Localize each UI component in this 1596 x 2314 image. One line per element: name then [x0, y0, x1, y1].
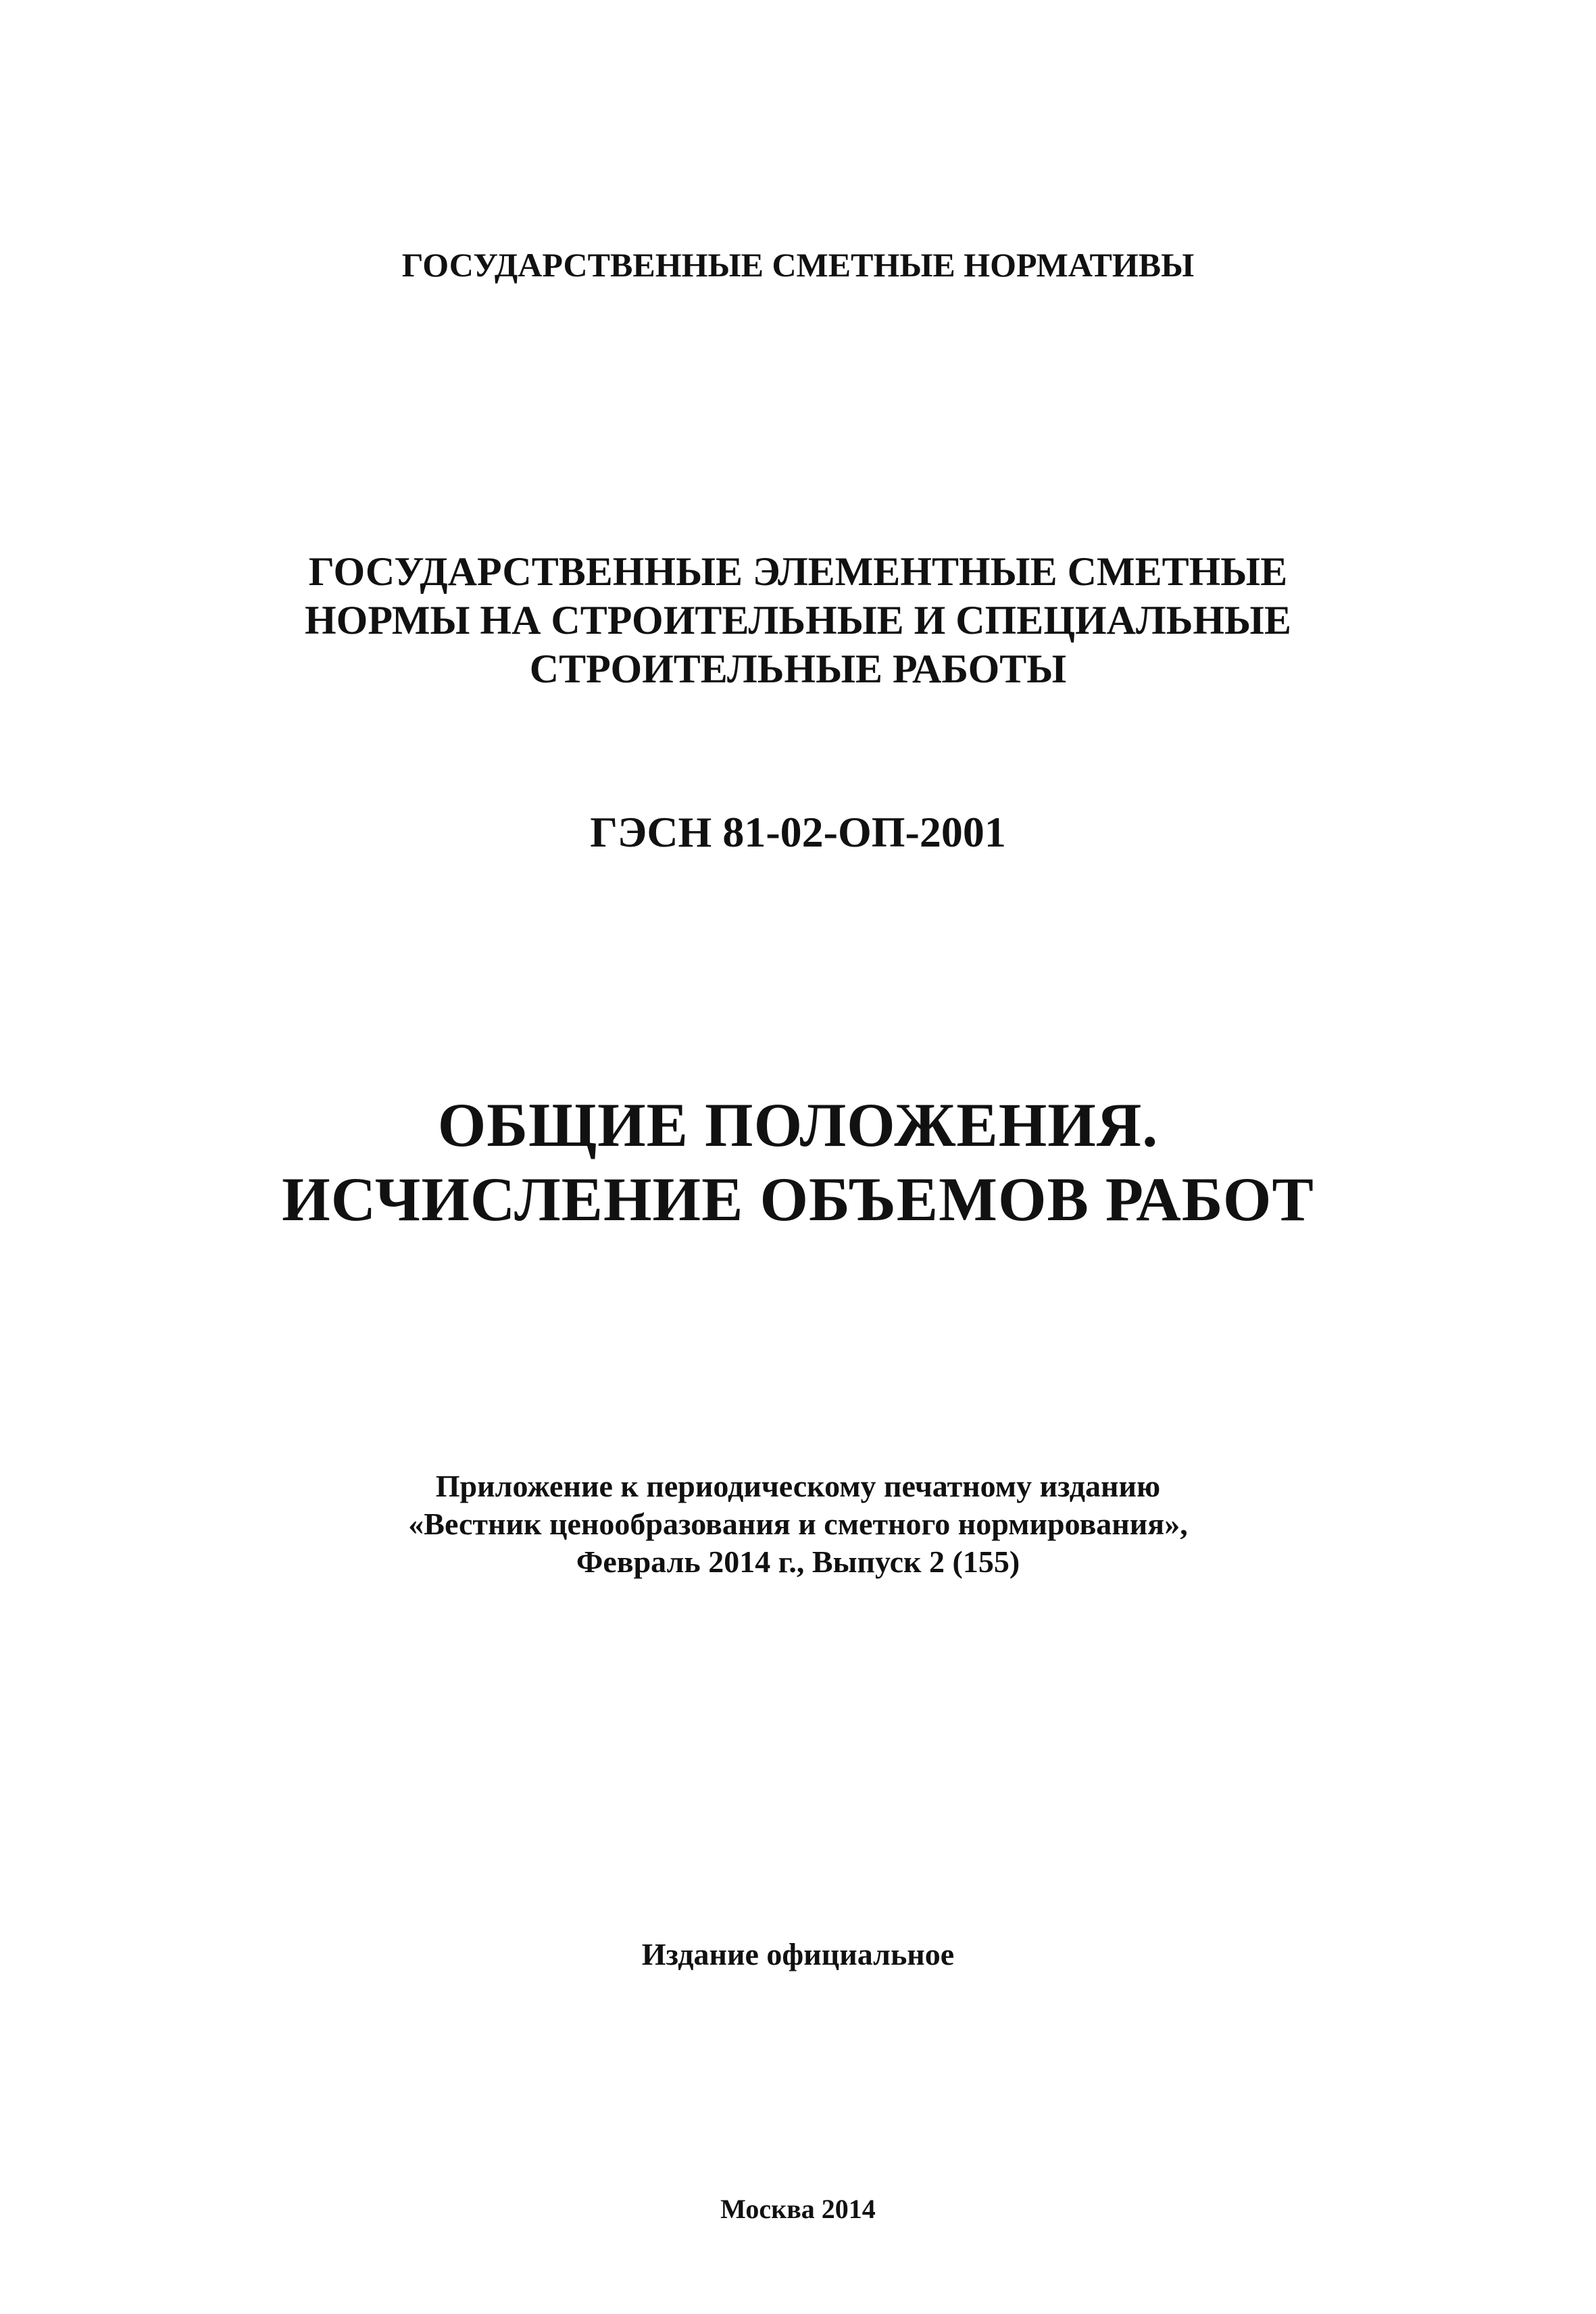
appendix-line-3: Февраль 2014 г., Выпуск 2 (155) — [576, 1544, 1020, 1579]
subtitle-line-2: НОРМЫ НА СТРОИТЕЛЬНЫЕ И СПЕЦИАЛЬНЫЕ — [305, 598, 1291, 643]
subtitle-line-1: ГОСУДАРСТВЕННЫЕ ЭЛЕМЕНТНЫЕ СМЕТНЫЕ — [308, 549, 1288, 594]
edition-label — [0, 1936, 1596, 1973]
imprint-text: Москва 2014 — [720, 2194, 876, 2224]
title-line-2: ИСЧИСЛЕНИЕ ОБЪЕМОВ РАБОТ — [282, 1165, 1314, 1234]
title-line-1: ОБЩИЕ ПОЛОЖЕНИЯ. — [437, 1090, 1159, 1159]
series-heading-text: ГОСУДАРСТВЕННЫЕ СМЕТНЫЕ НОРМАТИВЫ — [401, 246, 1195, 284]
edition-text: Издание официальное — [641, 1937, 955, 1971]
document-code — [0, 807, 1596, 858]
appendix-note — [0, 1467, 1596, 1581]
document-code-text: ГЭСН 81-02-ОП-2001 — [590, 808, 1006, 856]
series-heading — [0, 245, 1596, 285]
imprint — [0, 2193, 1596, 2225]
appendix-line-1: Приложение к периодическому печатному изданию — [435, 1469, 1161, 1503]
appendix-line-2: «Вестник ценообразования и сметного нормирования», — [408, 1507, 1188, 1541]
norms-subtitle — [0, 547, 1596, 693]
page-title — [0, 1088, 1596, 1236]
subtitle-line-3: СТРОИТЕЛЬНЫЕ РАБОТЫ — [529, 647, 1067, 691]
